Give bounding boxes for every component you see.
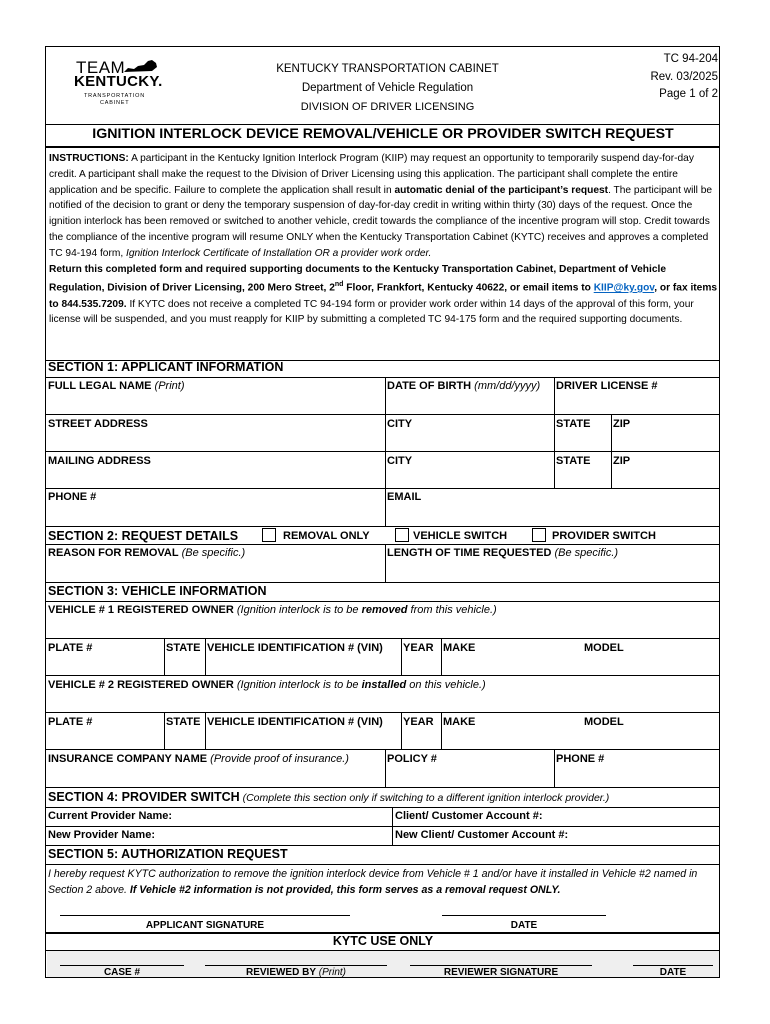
return-bold-1: Return this completed form and required supporting documents to the Kentucky Transportation Cabinet, Department of Vehicle Regulation, Division of Driver Licensing, 200 Mero Street, 2 xyxy=(49,263,666,294)
header-center xyxy=(240,60,535,117)
dob-label: DATE OF BIRTH (mm/dd/yyyy) xyxy=(387,380,541,392)
state-label: STATE xyxy=(166,642,201,654)
division-name: DIVISION OF DRIVER LICENSING xyxy=(300,101,475,113)
section4-title: SECTION 4: PROVIDER SWITCH (Complete this section only if switching to a different ignition interlock provider.) xyxy=(48,790,610,804)
return-sup: nd xyxy=(334,281,344,289)
phone-label: PHONE # xyxy=(48,491,97,503)
mailing-state-label: STATE xyxy=(556,455,591,467)
kytc-date-label: DATE xyxy=(659,967,687,978)
make2-label: MAKE xyxy=(443,716,476,728)
applicant-date-label: DATE xyxy=(510,920,538,931)
instructions-text-2: . The participant will be notified of the decision to grant or deny the temporary suspension of day-for-day credit in writing within thirty (30) days of the request. Once the ignition interlock has been removed or switched to another vehicle, credit towards the compliance of the incentive program will stop. Credit towards the compliance of the incentive program will resume ONLY when the Kentucky Transportation Cabinet (KYTC) receives and approves a completed TC 94-194 form, xyxy=(49,184,713,259)
instructions-italic-1: Ignition Interlock Certificate of Installation OR a provider work order. xyxy=(126,247,432,259)
return-bold-3: , or fax items to 844.535.7209. xyxy=(49,282,718,310)
plate2-label: PLATE # xyxy=(48,716,93,728)
vehicle1-owner-label: VEHICLE # 1 REGISTERED OWNER (Ignition interlock is to be removed from this vehicle.) xyxy=(48,604,497,616)
model2-label: MODEL xyxy=(584,716,624,728)
return-text: If KYTC does not receive a completed TC 94-194 form or provider work order within 14 days of the approval of this form, your license will be suspended, and you must reapply for KIIP by submitting a completed TC 94-175 form and the required supporting documents. xyxy=(49,298,694,326)
form-number: TC 94-204 xyxy=(663,53,718,65)
email-link[interactable]: KIIP@ky.gov xyxy=(593,282,655,294)
state2-label: STATE xyxy=(166,716,201,728)
driver-license-label: DRIVER LICENSE # xyxy=(556,380,658,392)
mailing-city-label: CITY xyxy=(387,455,413,467)
city-label: CITY xyxy=(387,418,413,430)
zip-label: ZIP xyxy=(613,418,631,430)
removal-only-checkbox[interactable] xyxy=(262,528,276,542)
new-provider-label: New Provider Name: xyxy=(48,829,155,841)
insurance-label: INSURANCE COMPANY NAME (Provide proof of insurance.) xyxy=(48,753,349,765)
return-bold-2: Floor, Frankfort, Kentucky 40622, or email items to xyxy=(343,282,594,294)
insurance-phone-label: PHONE # xyxy=(556,753,605,765)
section2-title: SECTION 2: REQUEST DETAILS xyxy=(48,529,239,543)
street-address-label: STREET ADDRESS xyxy=(48,418,148,430)
provider-switch-label: PROVIDER SWITCH xyxy=(552,530,656,542)
applicant-signature-label: APPLICANT SIGNATURE xyxy=(145,920,265,931)
logo-kentucky-text: KENTUCKY. xyxy=(74,73,163,90)
authorization-text: I hereby request KYTC authorization to remove the ignition interlock device from Vehicle # 1 and/or have it installed in Vehicle #2 named in Section 2 above. If Vehicle #2 information is not provided, this form serves as a removal request ONLY. xyxy=(48,868,698,896)
instructions-label: INSTRUCTIONS: xyxy=(49,153,129,164)
instructions-bold-1: automatic denial of the participant’s request xyxy=(394,184,609,196)
removal-only-label: REMOVAL ONLY xyxy=(283,530,370,542)
provider-switch-checkbox[interactable] xyxy=(532,528,546,542)
revision-date: Rev. 03/2025 xyxy=(650,70,718,83)
kentucky-state-icon xyxy=(122,59,158,73)
make-label: MAKE xyxy=(443,642,476,654)
instructions-text-1: A participant in the Kentucky Ignition Interlock Program (KIIP) may request an opportunity to temporarily suspend day-for-day credit. A participant shall make the request to the Division of Driver Licensing using this application. The participant shall complete the entire application and be specific. Failure to complete the application shall result in xyxy=(49,153,694,196)
state-label: STATE xyxy=(556,418,591,430)
form-title: IGNITION INTERLOCK DEVICE REMOVAL/VEHICLE OR PROVIDER SWITCH REQUEST xyxy=(92,126,674,142)
logo-sub-line2: CABINET xyxy=(100,100,130,106)
new-client-account-label: New Client/ Customer Account #: xyxy=(395,829,569,841)
instructions-paragraph xyxy=(49,151,719,328)
mailing-address-label: MAILING ADDRESS xyxy=(48,455,151,467)
case-number-label: CASE # xyxy=(103,967,141,978)
section1-title: SECTION 1: APPLICANT INFORMATION xyxy=(48,360,284,374)
mailing-zip-label: ZIP xyxy=(613,455,631,467)
vin-label: VEHICLE IDENTIFICATION # (VIN) xyxy=(207,642,383,654)
length-label: LENGTH OF TIME REQUESTED (Be specific.) xyxy=(387,547,619,559)
section3-title: SECTION 3: VEHICLE INFORMATION xyxy=(48,584,267,598)
plate-label: PLATE # xyxy=(48,642,93,654)
reason-label: REASON FOR REMOVAL (Be specific.) xyxy=(48,547,246,559)
logo-sub-line1: TRANSPORTATION xyxy=(84,93,146,99)
agency-name: KENTUCKY TRANSPORTATION CABINET xyxy=(276,63,499,75)
email-label: EMAIL xyxy=(387,491,422,503)
vehicle-switch-checkbox[interactable] xyxy=(395,528,409,542)
reviewer-signature-label: REVIEWER SIGNATURE xyxy=(443,967,559,978)
kytc-use-only-title: KYTC USE ONLY xyxy=(332,934,434,948)
model-label: MODEL xyxy=(584,642,624,654)
vehicle2-owner-label: VEHICLE # 2 REGISTERED OWNER (Ignition interlock is to be installed on this vehicle.) xyxy=(48,679,486,691)
vin2-label: VEHICLE IDENTIFICATION # (VIN) xyxy=(207,716,383,728)
logo-team-text: TEAM xyxy=(76,58,126,77)
client-account-label: Client/ Customer Account #: xyxy=(395,810,543,822)
vehicle-switch-label: VEHICLE SWITCH xyxy=(413,530,508,542)
page-number: Page 1 of 2 xyxy=(659,88,718,100)
full-name-label: FULL LEGAL NAME (Print) xyxy=(48,380,185,392)
year2-label: YEAR xyxy=(403,716,434,728)
reviewed-by-label: REVIEWED BY (Print) xyxy=(245,967,346,978)
section5-title: SECTION 5: AUTHORIZATION REQUEST xyxy=(48,847,288,861)
department-name: Department of Vehicle Regulation xyxy=(301,82,474,94)
year-label: YEAR xyxy=(403,642,434,654)
team-kentucky-logo xyxy=(70,58,170,110)
current-provider-label: Current Provider Name: xyxy=(48,810,173,822)
policy-label: POLICY # xyxy=(387,753,437,765)
header-right xyxy=(600,51,718,104)
